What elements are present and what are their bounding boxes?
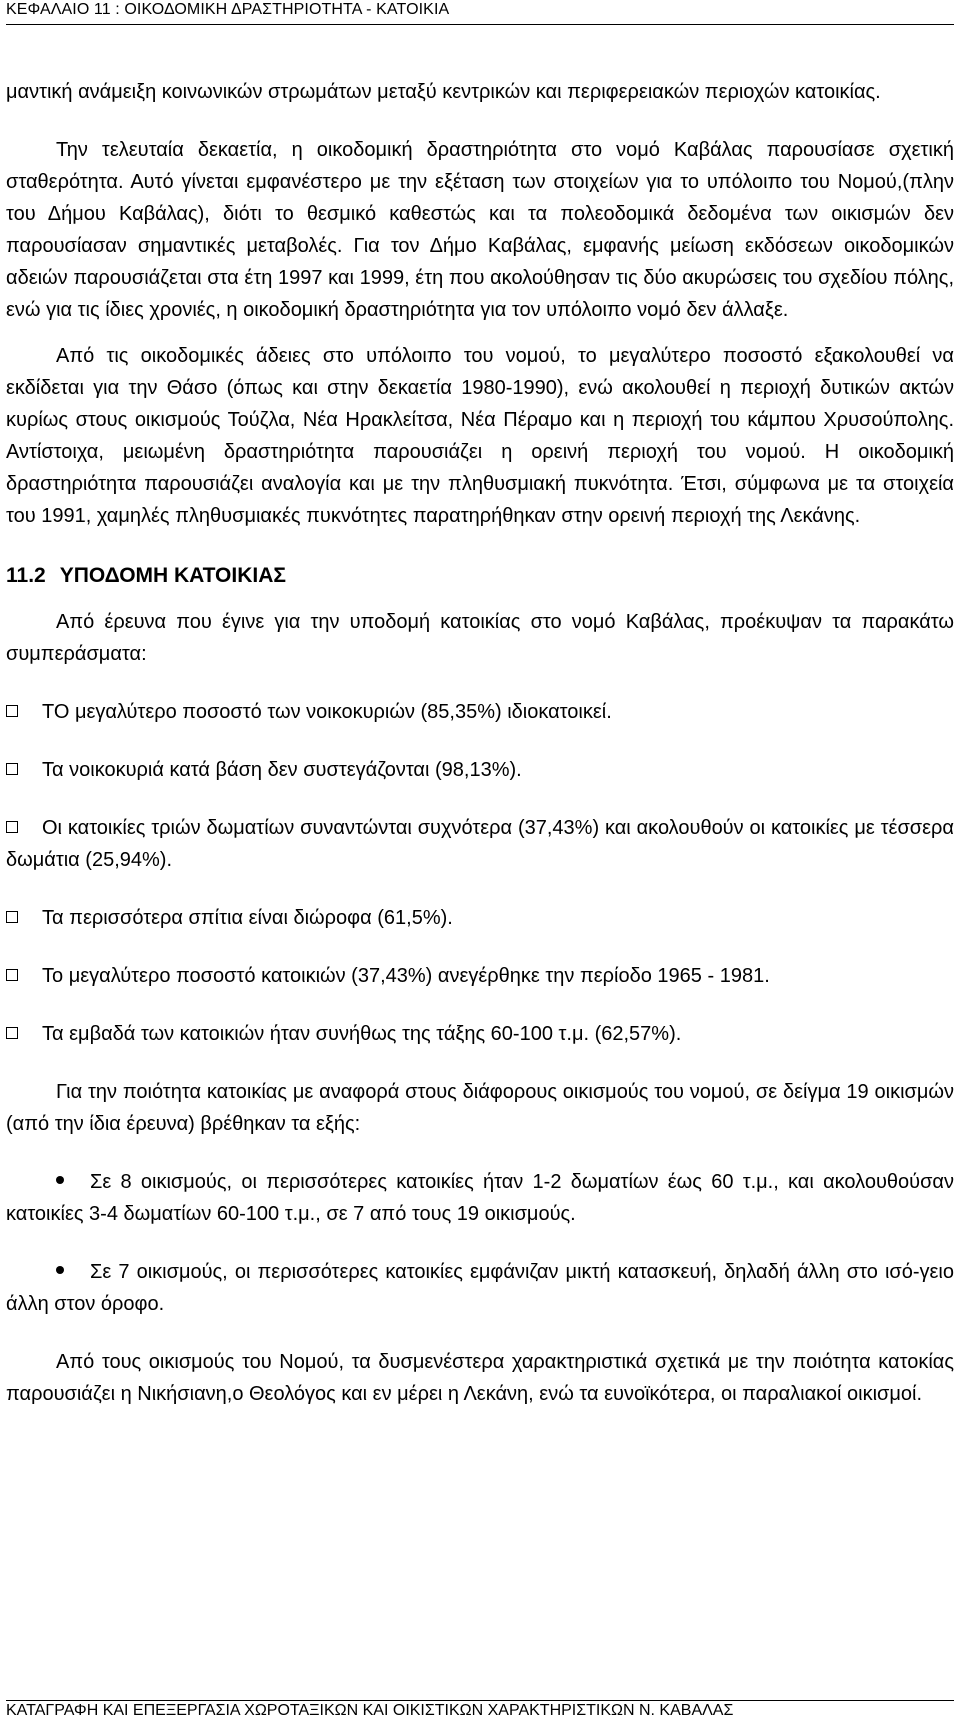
- section-intro: Από έρευνα που έγινε για την υποδομή κατοικίας στο νομό Καβάλας, προέκυψαν τα παρακάτω συμπεράσματα:: [6, 611, 954, 665]
- checklist-item: [6, 960, 954, 992]
- checkbox-square-icon: [6, 821, 18, 833]
- bullet-item: [6, 1256, 954, 1320]
- section-title: ΥΠΟΔΟΜΗ ΚΑΤΟΙΚΙΑΣ: [59, 564, 286, 587]
- checklist-item-text: Τα περισσότερα σπίτια είναι διώροφα (61,5%).: [42, 907, 453, 929]
- checkbox-square-icon: [6, 911, 18, 923]
- checkbox-square-icon: [6, 1027, 18, 1039]
- bullet-dot-icon: [56, 1266, 64, 1274]
- paragraph-closing: Από τους οικισμούς του Νομού, τα δυσμενέστερα χαρακτηριστικά σχετικά με την ποιότητα κατοκίας παρουσιάζει η Νικήσιανη,ο Θεολόγος και εν μέρει η Λεκάνη, ενώ τα ευνοϊκότερα, οι παραλιακοί οικισμοί.: [6, 1351, 954, 1405]
- page-body: [6, 76, 954, 1410]
- footer-title: ΚΑΤΑΓΡΑΦΗ ΚΑΙ ΕΠΕΞΕΡΓΑΣΙΑ ΧΩΡΟΤΑΞΙΚΩΝ ΚΑΙ ΟΙΚΙΣΤΙΚΩΝ ΧΑΡΑΚΤΗΡΙΣΤΙΚΩΝ Ν. ΚΑΒΑΛΑΣ: [6, 1702, 734, 1719]
- section-heading: [6, 560, 954, 592]
- checklist-item: [6, 1018, 954, 1050]
- checklist-item: [6, 754, 954, 786]
- chapter-title: ΚΕΦΑΛΑΙΟ 11 : ΟΙΚΟΔΟΜΙΚΗ ΔΡΑΣΤΗΡΙΟΤΗΤΑ - ΚΑΤΟΙΚΙΑ: [6, 1, 450, 18]
- checklist-item-text: Το μεγαλύτερο ποσοστό κατοικιών (37,43%) ανεγέρθηκε την περίοδο 1965 - 1981.: [42, 965, 770, 987]
- paragraph-building-permits: Από τις οικοδομικές άδειες στο υπόλοιπο του νομού, το μεγαλύτερο ποσοστό εξακολουθεί να εκδίδεται για την Θάσο (όπως και στην δεκαετία 1980-1990), ενώ ακολουθεί η περιοχή δυτικών ακτών κυρίως στους οικισμούς Τούζλα, Νέα Ηρακλείτσα, Νέα Πέραμο και η περιοχή του κάμπου Χρυσούπολης. Αντίστοιχα, μειωμένη δραστηριότητα παρουσιάζει η ορεινή περιοχή του νομού. Η οικοδομική δραστηριότητα παρουσιάζει αναλογία και με την πληθυσμιακή πυκνότητα. Έτσι, σύμφωνα με τα στοιχεία του 1991, χαμηλές πληθυσμιακές πυκνότητες παρατηρήθηκαν στην ορεινή περιοχή της Λεκάνης.: [6, 345, 954, 527]
- checklist-item-text: Τα νοικοκυριά κατά βάση δεν συστεγάζονται (98,13%).: [42, 759, 522, 781]
- checklist-item: [6, 902, 954, 934]
- checklist-item-text: Οι κατοικίες τριών δωματίων συναντώνται συχνότερα (37,43%) και ακολουθούν οι κατοικίες με τέσσερα δωμάτια (25,94%).: [6, 817, 954, 871]
- checklist-item: [6, 696, 954, 728]
- checklist-item: [6, 812, 954, 876]
- bullet-item: [6, 1166, 954, 1230]
- paragraph-quality-intro: Για την ποιότητα κατοικίας με αναφορά στους διάφορους οικισμούς του νομού, σε δείγμα 19 οικισμών (από την ίδια έρευνα) βρέθηκαν τα εξής:: [6, 1081, 954, 1135]
- paragraph-continuation: μαντική ανάμειξη κοινωνικών στρωμάτων μεταξύ κεντρικών και περιφερειακών περιοχών κατοικίας.: [6, 81, 881, 103]
- checklist-item-text: ΤΟ μεγαλύτερο ποσοστό των νοικοκυριών (85,35%) ιδιοκατοικεί.: [42, 701, 612, 723]
- paragraph-building-activity: Την τελευταία δεκαετία, η οικοδομική δραστηριότητα στο νομό Καβάλας παρουσίασε σχετική σταθερότητα. Αυτό γίνεται εμφανέστερο με την εξέταση των στοιχείων για το υπόλοιπο του Νομού,(πλην του Δήμου Καβάλας), διότι το θεσμικό καθεστώς και τα πολεοδομικά δεδομένα των οικισμών δεν παρουσίασαν σημαντικές μεταβολές. Για τον Δήμο Καβάλας, εμφανής μείωση εκδόσεων οικοδομικών αδειών παρουσιάζεται στα έτη 1997 και 1999, έτη που ακολούθησαν τις δύο ακυρώσεις του σχεδίου πόλης, ενώ για τις ίδιες χρονιές, η οικοδομική δραστηριότητα για τον υπόλοιπο νομό δεν άλλαξε.: [6, 139, 954, 321]
- checklist-item-text: Τα εμβαδά των κατοικιών ήταν συνήθως της τάξης 60-100 τ.μ. (62,57%).: [42, 1023, 682, 1045]
- checkbox-square-icon: [6, 763, 18, 775]
- bullet-dot-icon: [56, 1176, 64, 1184]
- section-number: 11.2: [6, 564, 46, 587]
- checkbox-square-icon: [6, 705, 18, 717]
- page-footer: [6, 1700, 954, 1721]
- bullet-item-text: Σε 7 οικισμούς, οι περισσότερες κατοικίες εμφάνιζαν μικτή κατασκευή, δηλαδή άλλη στο ισό-γειο άλλη στον όροφο.: [6, 1261, 954, 1315]
- page-header: [6, 0, 954, 25]
- bullet-item-text: Σε 8 οικισμούς, οι περισσότερες κατοικίες ήταν 1-2 δωματίων έως 60 τ.μ., και ακολουθούσαν κατοικίες 3-4 δωματίων 60-100 τ.μ., σε 7 από τους 19 οικισμούς.: [6, 1171, 954, 1225]
- checkbox-square-icon: [6, 969, 18, 981]
